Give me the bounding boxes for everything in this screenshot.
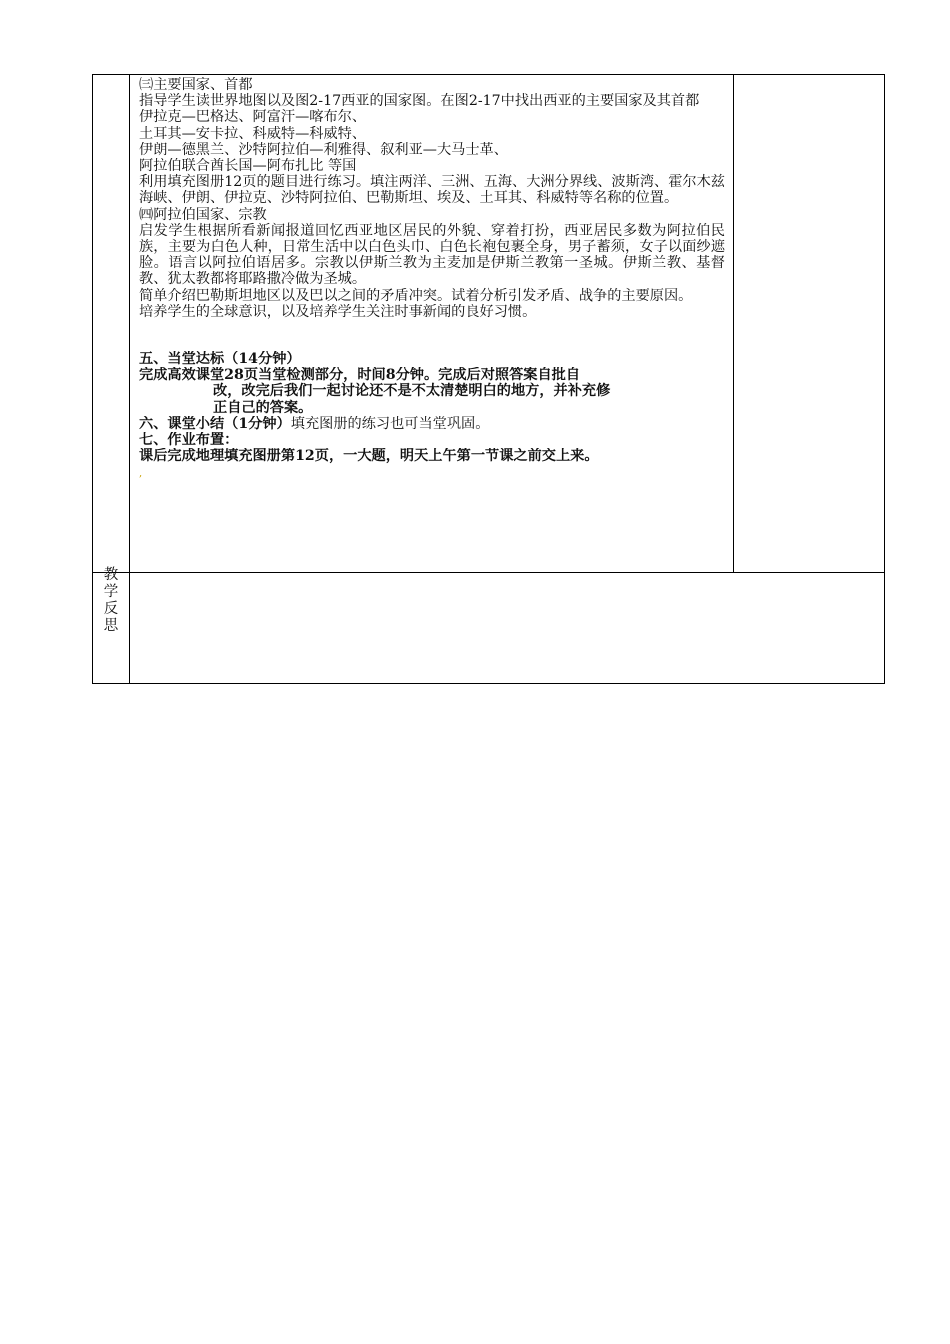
- capital-line-1: 伊拉克—巴格达、阿富汗—喀布尔、: [139, 109, 367, 126]
- left-blank-cell: [93, 75, 130, 573]
- section-5-text-3: 正自己的答案。: [213, 399, 313, 416]
- section-5-text-1: 完成高效课堂28页当堂检测部分，时间8分钟。完成后对照答案自批自: [139, 367, 581, 384]
- content-body: [130, 75, 733, 490]
- reflection-label: 教学反思: [103, 567, 119, 634]
- content-cell: [130, 75, 734, 573]
- stray-mark: ,: [139, 468, 143, 480]
- section-6-text: 填充图册的练习也可当堂巩固。: [290, 415, 490, 432]
- global-awareness-line: 培养学生的全球意识，以及培养学生关注时事新闻的良好习惯。: [139, 303, 537, 320]
- capital-line-3: 伊朗—德黑兰、沙特阿拉伯—利雅得、叙利亚—大马士革、: [139, 141, 508, 158]
- spacer-bottom: [139, 464, 725, 490]
- capital-line-4: 阿拉伯联合酋长国—阿布扎比 等国: [139, 158, 357, 175]
- section-5-text-2: 改，改完后我们一起讨论还不是不太清楚明白的地方，并补充修: [213, 383, 611, 400]
- capital-line-2: 土耳其—安卡拉、科威特—科威特、: [139, 125, 367, 142]
- spacer: [139, 320, 725, 351]
- map-reading-instruction: 指导学生读世界地图以及图2-17西亚的国家图。在图2-17中找出西亚的主要国家及其首都: [139, 93, 700, 110]
- teaching-process-row: [93, 75, 885, 573]
- section-7-heading: 七、作业布置：: [139, 432, 239, 449]
- section-countries-heading: ㈢主要国家、首都: [139, 77, 253, 93]
- section-5-heading: 五、当堂达标（14分钟）: [139, 351, 301, 368]
- right-blank-cell: [734, 75, 885, 573]
- reflection-row: [93, 573, 885, 684]
- reflection-content-cell: [130, 573, 885, 684]
- section-7-text: 课后完成地理填充图册第12页，一大题，明天上午第一节课之前交上来。: [139, 448, 599, 465]
- section-6-heading: 六、课堂小结（1分钟）: [139, 415, 291, 432]
- lesson-plan-table: [92, 74, 885, 684]
- residents-religion-paragraph: 启发学生根据所看新闻报道回忆西亚地区居民的外貌、穿着打扮，西亚居民多数为阿拉伯民族，主要为白色人种，日常生活中以白色头巾、白色长袍包裹全身，男子蓄须，女子以面纱遮脸。语言以阿拉伯语居多。宗教以伊斯兰教为主麦加是伊斯兰教第一圣城。伊斯兰教、基督教、犹太教都将耶路撒冷做为圣城。: [139, 222, 725, 288]
- palestine-conflict-paragraph: 简单介绍巴勒斯坦地区以及巴以之间的矛盾冲突。试着分析引发矛盾、战争的主要原因。: [139, 287, 693, 304]
- reflection-label-cell: [93, 567, 130, 684]
- map-exercise-paragraph: 利用填充图册12页的题目进行练习。填注两洋、三洲、五海、大洲分界线、波斯湾、霍尔木兹海峡、伊朗、伊拉克、沙特阿拉伯、巴勒斯坦、埃及、土耳其、科威特等名称的位置。: [139, 174, 725, 207]
- section-6-line: [139, 416, 725, 432]
- section-religion-heading: ㈣阿拉伯国家、宗教: [139, 206, 267, 223]
